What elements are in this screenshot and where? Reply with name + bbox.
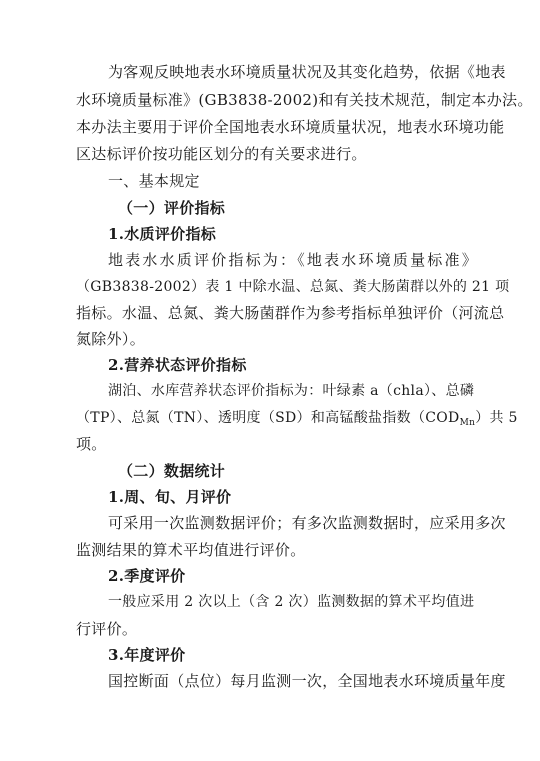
nutrient-line-2-text: （TP）、总氮（TN）、透明度（SD）和高锰酸盐指数（COD	[76, 410, 460, 426]
intro-line-1: 为客观反映地表水环境质量状况及其变化趋势，依据《地表	[108, 63, 506, 81]
nutrient-line-2	[76, 408, 518, 428]
nutrient-line-2-tail: ）共 5	[475, 410, 518, 426]
annual-line-1: 国控断面（点位）每月监测一次，全国地表水环境质量年度	[108, 672, 506, 690]
water-quality-line-3: 指标。水温、总氮、粪大肠菌群作为参考指标单独评价（河流总	[76, 304, 505, 322]
intro-line-2: 水环境质量标准》(GB3838-2002)和有关技术规范，制定本办法。	[76, 91, 533, 109]
item-heading-annual: 3.年度评价	[108, 646, 186, 664]
subsection-heading-data-statistics: （二）数据统计	[118, 462, 226, 480]
nutrient-line-3: 项。	[76, 435, 107, 453]
section-heading-basic-rules: 一、基本规定	[108, 172, 200, 190]
weekly-line-1: 可采用一次监测数据评价；有多次监测数据时，应采用多次	[108, 514, 506, 532]
quarterly-line-2: 行评价。	[76, 620, 138, 638]
weekly-line-2: 监测结果的算术平均值进行评价。	[76, 541, 306, 559]
water-quality-line-2: （GB3838-2002）表 1 中除水温、总氮、粪大肠菌群以外的 21 项	[76, 279, 510, 295]
intro-line-4: 区达标评价按功能区划分的有关要求进行。	[76, 145, 367, 163]
nutrient-line-1: 湖泊、水库营养状态评价指标为：叶绿素 a（chla）、总磷	[108, 383, 475, 399]
intro-line-3: 本办法主要用于评价全国地表水环境质量状况，地表水环境功能	[76, 118, 505, 136]
subsection-heading-evaluation-indicators: （一）评价指标	[118, 199, 226, 217]
item-heading-quarterly: 2.季度评价	[108, 567, 186, 585]
item-heading-nutrient-indicators: 2.营养状态评价指标	[108, 356, 247, 374]
item-heading-water-quality-indicators: 1.水质评价指标	[108, 225, 217, 243]
quarterly-line-1: 一般应采用 2 次以上（含 2 次）监测数据的算术平均值进	[108, 594, 475, 610]
water-quality-line-4: 氮除外）。	[76, 330, 146, 348]
water-quality-line-1: 地表水水质评价指标为：《地表水环境质量标准》	[108, 251, 479, 269]
cod-subscript: Mn	[459, 418, 476, 428]
item-heading-weekly-monthly: 1.周、旬、月评价	[108, 488, 232, 506]
